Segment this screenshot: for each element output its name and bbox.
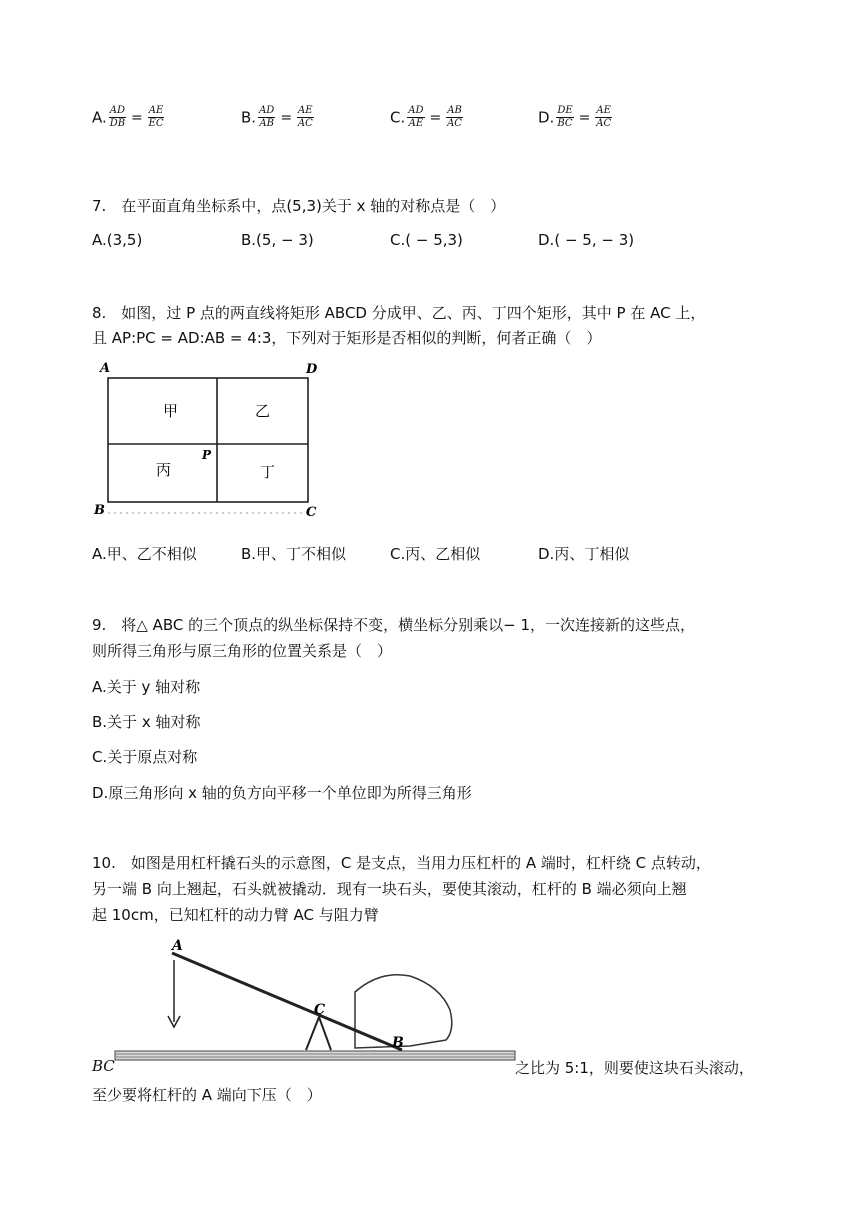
label-b: B (94, 503, 105, 518)
fraction: $\frac{AB}{AC}$ (447, 105, 462, 129)
q9-option-d: D.原三角形向 x 轴的负方向平移一个单位即为所得三角形 (92, 784, 472, 802)
label-p: P (202, 448, 212, 462)
q7-option-d: D.( − 5, − 3) (538, 231, 635, 249)
cell-bing: 丙 (156, 461, 172, 479)
q10-lever-figure (110, 930, 520, 1070)
q8-stem-line1: 8. 如图，过 P 点的两直线将矩形 ABCD 分成甲、乙、丙、丁四个矩形，其中 P 在 AC 上， (92, 304, 706, 322)
fraction: $\frac{AE}{EC}$ (148, 105, 164, 129)
fraction: $\frac{AD}{DB}$ (109, 105, 126, 129)
q7-option-c: C.( − 5,3) (390, 231, 463, 249)
fraction: $\frac{AD}{AE}$ (408, 105, 424, 129)
label-d: D (306, 362, 318, 377)
q7-option-a: A.(3,5) (92, 231, 143, 249)
q8-option-c: C.丙、乙相似 (390, 545, 481, 563)
q9-option-b: B.关于 x 轴对称 (92, 713, 201, 731)
option-label: A. (92, 108, 107, 127)
cell-yi: 乙 (255, 402, 271, 420)
q9-option-c: C.关于原点对称 (92, 748, 198, 766)
q10-stem-line1: 10. 如图是用杠杆撬石头的示意图，C 是支点，当用力压杠杆的 A 端时，杠杆绕 C 点转动， (92, 854, 711, 872)
label-a: A (172, 938, 183, 954)
q9-stem-line2: 则所得三角形与原三角形的位置关系是（ ） (92, 642, 393, 660)
q10-stem-line5: 至少要将杠杆的 A 端向下压（ ） (92, 1086, 322, 1104)
option-label: C. (390, 108, 406, 127)
q7-stem: 7. 在平面直角坐标系中，点(5,3)关于 x 轴的对称点是（ ） (92, 197, 506, 215)
label-c: C (314, 1002, 326, 1018)
q8-rectangle-figure (92, 358, 332, 523)
label-b: B (392, 1035, 404, 1051)
q10-stem-line3: 起 10cm，已知杠杆的动力臂 AC 与阻力臂 (92, 906, 379, 924)
cell-jia: 甲 (163, 402, 179, 420)
q10-stem-line2: 另一端 B 向上翘起，石头就被撬动．现有一块石头，要使其滚动，杠杆的 B 端必须向上翘 (92, 880, 687, 898)
q6-option-b: B. $\frac{AD}{AB}$ = $\frac{AE}{AC}$ (241, 105, 313, 129)
q8-option-d: D.丙、丁相似 (538, 545, 630, 563)
fraction: $\frac{DE}{BC}$ (557, 105, 573, 129)
cell-ding: 丁 (260, 463, 276, 481)
q8-option-a: A.甲、乙不相似 (92, 545, 197, 563)
q10-stem-line4-end: 之比为 5:1，则要使这块石头滚动， (515, 1059, 754, 1077)
label-c: C (306, 505, 317, 520)
fraction: $\frac{AE}{AC}$ (297, 105, 313, 129)
q10-stem-line4-start: BC (92, 1057, 115, 1075)
ground (115, 1051, 515, 1060)
q7-option-b: B.(5, − 3) (241, 231, 314, 249)
q6-option-c: C. $\frac{AD}{AE}$ = $\frac{AB}{AC}$ (390, 105, 462, 129)
q6-option-d: D. $\frac{DE}{BC}$ = $\frac{AE}{AC}$ (538, 105, 612, 129)
q9-option-a: A.关于 y 轴对称 (92, 678, 201, 696)
q8-option-b: B.甲、丁不相似 (241, 545, 347, 563)
option-label: D. (538, 108, 555, 127)
q9-stem-line1: 9. 将△ ABC 的三个顶点的纵坐标保持不变，横坐标分别乘以− 1，一次连接新的这些点， (92, 616, 696, 634)
fulcrum (306, 1017, 331, 1050)
q8-stem-line2: 且 AP:PC = AD:AB = 4:3，下列对于矩形是否相似的判断，何者正确（ ） (92, 329, 602, 347)
rectangle-abcd (108, 378, 308, 502)
label-a: A (100, 361, 111, 376)
option-label: B. (241, 108, 257, 127)
q6-option-a: A. $\frac{AD}{DB}$ = $\frac{AE}{EC}$ (92, 105, 164, 129)
fraction: $\frac{AE}{AC}$ (596, 105, 612, 129)
fraction: $\frac{AD}{AB}$ (259, 105, 275, 129)
